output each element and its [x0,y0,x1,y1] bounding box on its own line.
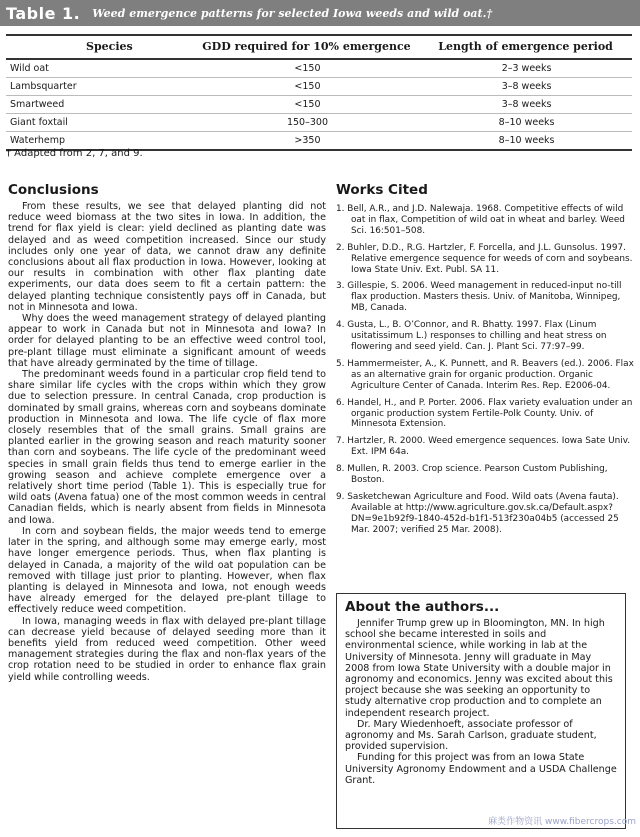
cell-gdd: <150 [194,96,419,114]
conclusions-section [8,182,326,683]
works-cited-heading: Works Cited [336,182,428,198]
col-header-length: Length of emergence period [419,35,632,59]
reference-item: 2. Buhler, D.D., R.G. Hartzler, F. Forcella, and J.L. Gunsolus. 1997. Relative emergence sequence for weeds of corn and soybeans. Iowa State Univ. Ext. Publ. SA 11. [336,242,633,275]
reference-item: 9. Sasketchewan Agriculture and Food. Wild oats (Avena fauta). Available at http://www.agriculture.gov.sk.ca/Default.aspx?DN=9e1b92f9-1840-452d-b1f1-513f230a04b5 (accessed 25 Mar. 2007; verified 25 Mar. 2008). [336,491,619,535]
works-cited-section [336,182,636,542]
reference-item: 4. Gusta, L., B. O’Connor, and R. Bhatty. 1997. Flax (Linum usitatissimum L.) responses to chilling and heat stress on flowering and seed yield. Can. J. Plant Sci. 77:97–99. [336,320,607,352]
reference-list [336,204,636,536]
cell-gdd: >350 [194,132,419,151]
cell-species: Waterhemp [6,132,194,151]
cell-gdd: <150 [194,78,419,96]
cell-length: 8–10 weeks [419,114,632,132]
authors-paragraph: Dr. Mary Wiedenhoeft, associate professor of agronomy and Ms. Sarah Carlson, graduate student, provided supervision. [345,718,597,753]
table-label: Table 1. [6,3,81,23]
reference-item: 8. Mullen, R. 2003. Crop science. Pearson Custom Publishing, Boston. [336,464,608,486]
table-row [6,78,632,96]
conclusions-heading: Conclusions [8,182,99,198]
cell-length: 2–3 weeks [419,59,632,78]
cell-length: 8–10 weeks [419,132,632,151]
conclusions-paragraph: Why does the weed management strategy of delayed planting appear to work in Canada but not in Minnesota and Iowa? In order for delayed planting to be an effective weed control tool, pre-plant tillage must eliminate a significant amount of weeds that have already germinated by the time of tillage. [8,313,326,369]
reference-item: 6. Handel, H., and P. Porter. 2006. Flax variety evaluation under an organic production system Fertile-Polk County. Univ. of Minnesota Extension. [336,397,633,430]
conclusions-paragraph: In corn and soybean fields, the major weeds tend to emerge later in the spring, and although some may emerge early, most have longer emergence periods. Thus, when flax planting is delayed in Canada, a majority of the wild oat population can be removed with tillage just prior to planting. However, when flax planting is delayed in Minnesota and Iowa, not enough weeds have already emerged for the delayed pre-plant tillage to effectively reduce weed competition. [8,525,326,616]
reference-item: 5. Hammermeister, A., K. Punnett, and R. Beavers (ed.). 2006. Flax as an alternative grain for organic production. Organic Agriculture Center of Canada. Interim Res. Rep. E2006-04. [336,358,634,391]
table-caption: Weed emergence patterns for selected Iowa weeds and wild oat.† [92,6,493,20]
col-header-gdd: GDD required for 10% emergence [194,35,419,59]
table-header-row [6,35,632,59]
conclusions-paragraph: In Iowa, managing weeds in flax with delayed pre-plant tillage can decrease yield because of delayed seeding more than it benefits yield from reduced weed competition. Other weed management strategies during the flax and non-flax years of the crop rotation need to be studied in order to enhance flax grain yield while controlling weeds. [8,615,326,683]
table-row [6,114,632,132]
cell-gdd: <150 [194,59,419,78]
table-row [6,96,632,114]
about-authors-box [336,593,626,829]
col-header-species: Species [6,35,194,59]
cell-gdd: 150–300 [194,114,419,132]
table-footnote: † Adapted from 2, 7, and 9. [6,148,143,159]
cell-length: 3–8 weeks [419,78,632,96]
conclusions-paragraph: From these results, we see that delayed planting did not reduce weed biomass at the two sites in Iowa. In addition, the trend for flax yield is clear: yield declined as planting date was delayed and as weed competition increased. Since our study includes only one year of data, we cannot draw any definite conclusions about all flax production in Iowa. However, looking at our results in combination with other flax planting date experiments, our data does seem to fit a certain pattern: the delayed planting technique consistently pays off in Canada, but not in Minnesota and Iowa. [8,201,326,313]
cell-species: Giant foxtail [6,114,194,132]
cell-species: Wild oat [6,59,194,78]
weed-emergence-table [6,34,632,151]
table-header-bar [0,0,640,26]
reference-item: 1. Bell, A.R., and J.D. Nalewaja. 1968. Competitive effects of wild oat in flax, Competition of wild oat in wheat and barley. Weed Sci. 16:501–508. [336,204,625,236]
watermark: 麻类作物资讯 www.fibercrops.com [488,817,636,827]
cell-length: 3–8 weeks [419,96,632,114]
conclusions-paragraph: The predominant weeds found in a particular crop field tend to share similar life cycles with the crops within which they grow due to selection pressure. In central Canada, crop production is dominated by small grains, whereas corn and soybeans dominate production in Minnesota and Iowa. The life cycle of flax more closely resembles that of the small grains. Small grains are planted earlier in the growing season and reach maturity sooner than corn and soybeans. The life cycle of the predominant weed species in small grain fields thus tend to emerge earlier in the growing season and achieve complete emergence over a relatively short time period (Table 1). This is especially true for wild oats (Avena fatua) one of the most common weeds in central Canadian fields, which is nearly absent from fields in Minnesota and Iowa. [8,369,326,526]
reference-item: 7. Hartzler, R. 2000. Weed emergence sequences. Iowa Sate Univ. Ext. IPM 64a. [336,436,631,458]
cell-species: Lambsquarter [6,78,194,96]
reference-item: 3. Gillespie, S. 2006. Weed management in reduced-input no-till flax production. Masters thesis. Univ. of Manitoba, Winnipeg, MB, Canada. [336,281,622,314]
authors-paragraph: Jennifer Trump grew up in Bloomington, MN. In high school she became interested in soils and environmental science, while working in lab at the University of Minnesota. Jenny will graduate in May 2008 from Iowa State University with a double major in agronomy and economics. Jenny was excited about this project because she was seeking an opportunity to study alternative crop production and to complete an independent research project. [345,618,613,719]
cell-species: Smartweed [6,96,194,114]
table-row [6,59,632,78]
authors-paragraph: Funding for this project was from an Iowa State University Agronomy Endowment and a USDA Challenge Grant. [345,752,617,786]
about-authors-heading: About the authors... [345,599,500,615]
